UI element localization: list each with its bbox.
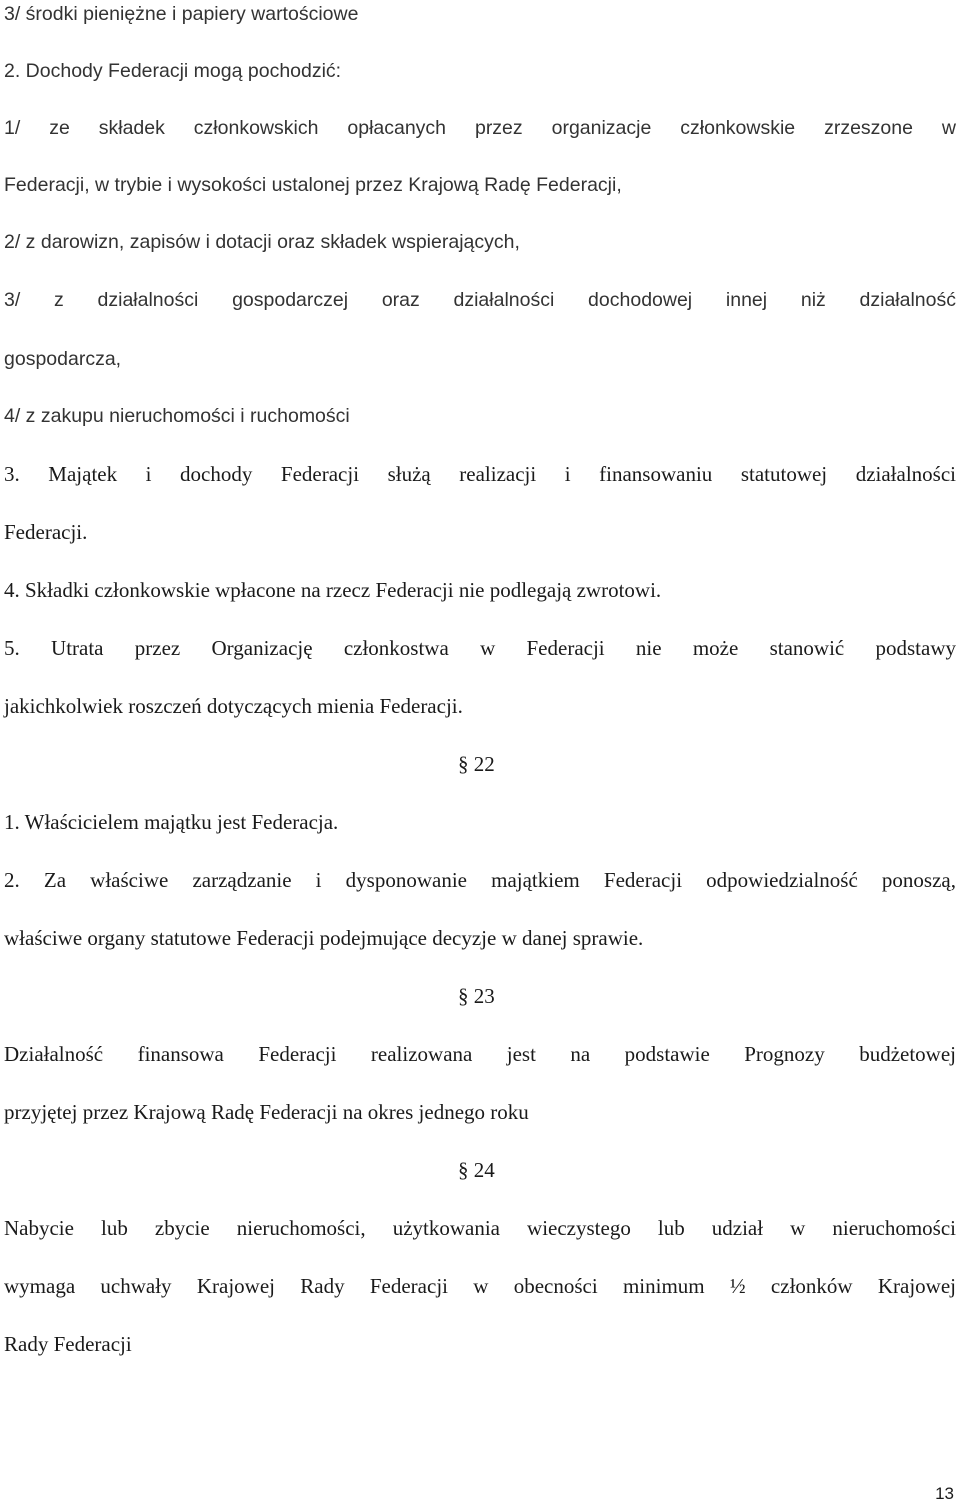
page-text-line-17: Działalność finansowa Federacji realizowana jest na podstawie Prognozy budżetowej xyxy=(4,1042,956,1066)
page-text-line-8: 4/ z zakupu nieruchomości i ruchomości xyxy=(4,405,350,427)
page-text-line-13: jakichkolwiek roszczeń dotyczących mienia Federacji. xyxy=(4,694,463,718)
page-text-line-9: 3. Majątek i dochody Federacji służą realizacji i finansowaniu statutowej działalności xyxy=(4,462,956,486)
page-text-line-18: przyjętej przez Krajową Radę Federacji na okres jednego roku xyxy=(4,1100,529,1124)
page-text-line-7: gospodarcza, xyxy=(4,348,122,370)
section-heading-22: § 22 xyxy=(458,752,495,776)
page-text-line-14: 1. Właścicielem majątku jest Federacja. xyxy=(4,810,339,834)
page-text-line-16: właściwe organy statutowe Federacji podejmujące decyzje w danej sprawie. xyxy=(4,926,644,950)
page-text-line-6: 3/ z działalności gospodarczej oraz działalności dochodowej innej niż działalność xyxy=(4,289,956,311)
page-text-line-15: 2. Za właściwe zarządzanie i dysponowanie majątkiem Federacji odpowiedzialność ponoszą, xyxy=(4,868,956,892)
page-text-line-3: 1/ ze składek członkowskich opłacanych przez organizacje członkowskie zrzeszone w xyxy=(4,117,956,139)
page-text-line-20: wymaga uchwały Krajowej Rady Federacji w obecności minimum ½ członków Krajowej xyxy=(4,1274,956,1298)
section-heading-24: § 24 xyxy=(458,1158,495,1182)
page-text-line-19: Nabycie lub zbycie nieruchomości, użytkowania wieczystego lub udział w nieruchomości xyxy=(4,1216,956,1240)
page-text-line-4: Federacji, w trybie i wysokości ustalonej przez Krajową Radę Federacji, xyxy=(4,174,622,196)
page-text-line-10: Federacji. xyxy=(4,520,88,544)
page-text-line-11: 4. Składki członkowskie wpłacone na rzecz Federacji nie podlegają zwrotowi. xyxy=(4,578,662,602)
page-text-line-5: 2/ z darowizn, zapisów i dotacji oraz składek wspierających, xyxy=(4,231,520,253)
page-text-line-2: 2. Dochody Federacji mogą pochodzić: xyxy=(4,60,342,82)
section-heading-23: § 23 xyxy=(458,984,495,1008)
page-text-line-12: 5. Utrata przez Organizację członkostwa w Federacji nie może stanowić podstawy xyxy=(4,636,956,660)
page-text-line-21: Rady Federacji xyxy=(4,1332,132,1356)
page-text-line-1: 3/ środki pieniężne i papiery wartościowe xyxy=(4,3,359,25)
page-number: 13 xyxy=(935,1484,954,1503)
